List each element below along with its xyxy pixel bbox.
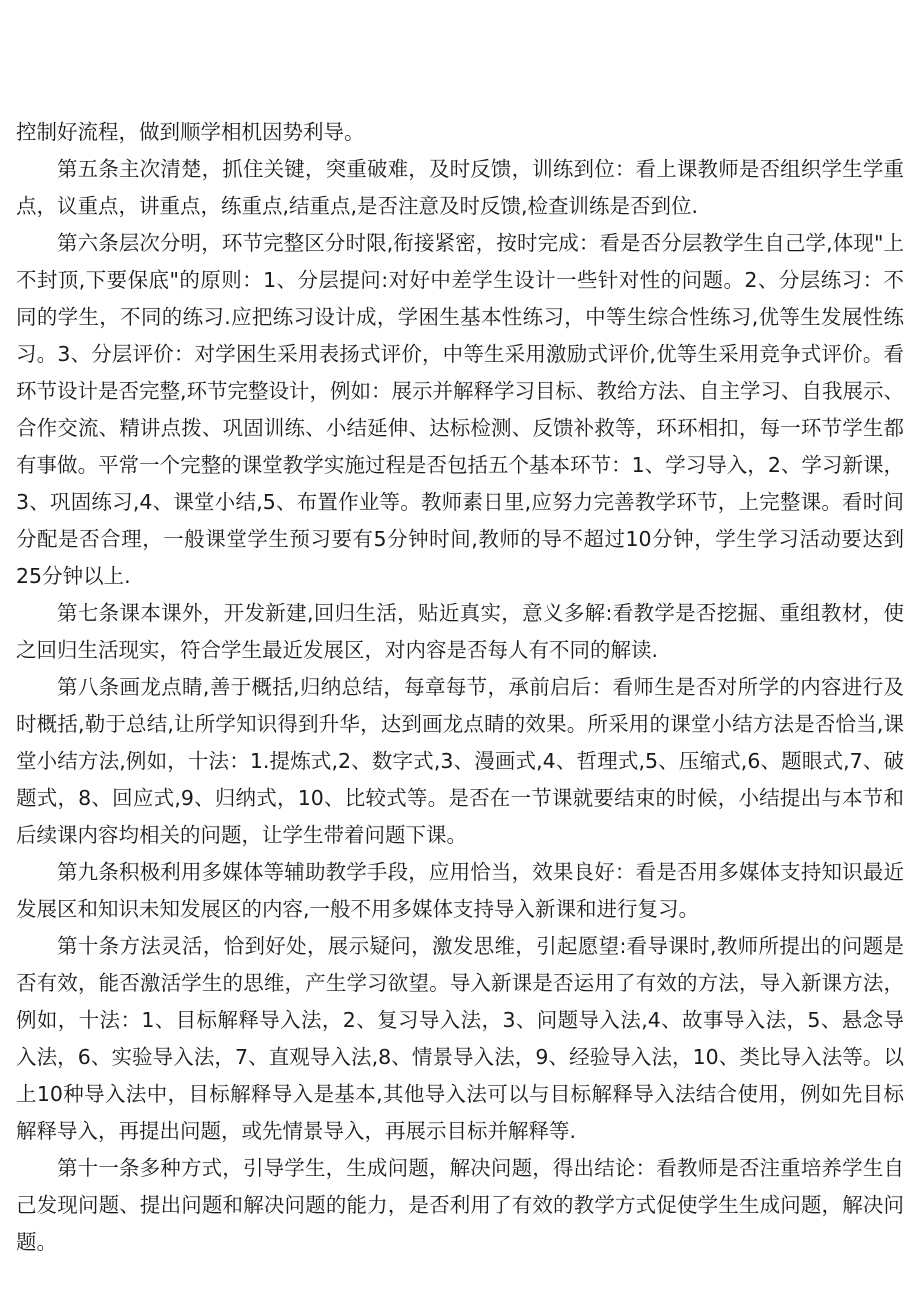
paragraph-article-9: 第九条积极利用多媒体等辅助教学手段，应用恰当，效果良好：看是否用多媒体支持知识最近发展区和知识未知发展区的内容,一般不用多媒体支持导入新课和进行复习。 bbox=[16, 860, 904, 921]
paragraph-article-7: 第七条课本课外，开发新建,回归生活，贴近真实，意义多解:看教学是否挖掘、重组教材，使之回归生活现实，符合学生最近发展区，对内容是否每人有不同的解读. bbox=[16, 601, 904, 662]
paragraph-article-11: 第十一条多种方式，引导学生，生成问题，解决问题，得出结论：看教师是否注重培养学生自己发现问题、提出问题和解决问题的能力，是否利用了有效的教学方式促使学生生成问题，解决问题。 bbox=[16, 1156, 904, 1254]
paragraph-article-6: 第六条层次分明，环节完整区分时限,衔接紧密，按时完成：看是否分层教学生自己学,体现"上不封顶,下要保底"的原则：1、分层提问:对好中差学生设计一些针对性的问题。2、分层练习：不同的学生，不同的练习.应把练习设计成，学困生基本性练习，中等生综合性练习,优等生发展性练习。3、分层评价：对学困生采用表扬式评价，中等生采用激励式评价,优等生采用竞争式评价。看环节设计是否完整,环节完整设计，例如：展示并解释学习目标、教给方法、自主学习、自我展示、合作交流、精讲点拨、巩固训练、小结延伸、达标检测、反馈补救等，环环相扣，每一环节学生都有事做。平常一个完整的课堂教学实施过程是否包括五个基本环节：1、学习导入，2、学习新课，3、巩固练习,4、课堂小结,5、布置作业等。教师素日里,应努力完善教学环节，上完整课。看时间分配是否合理，一般课堂学生预习要有5分钟时间,教师的导不超过10分钟，学生学习活动要达到25分钟以上. bbox=[16, 231, 905, 588]
paragraph-article-10: 第十条方法灵活，恰到好处，展示疑问，激发思维，引起愿望:看导课时,教师所提出的问题是否有效，能否激活学生的思维，产生学习欲望。导入新课是否运用了有效的方法，导入新课方法，例如，十法：1、目标解释导入法，2、复习导入法，3、问题导入法,4、故事导入法，5、悬念导入法，6、实验导入法，7、直观导入法,8、情景导入法，9、经验导入法，10、类比导入法等。以上10种导入法中，目标解释导入是基本,其他导入法可以与目标解释导入法结合使用，例如先目标解释导入，再提出问题，或先情景导入，再展示目标并解释等. bbox=[16, 934, 904, 1143]
document-body bbox=[16, 114, 904, 1261]
paragraph-article-8: 第八条画龙点睛,善于概括,归纳总结，每章每节，承前启后：看师生是否对所学的内容进行及时概括,勒于总结,让所学知识得到升华，达到画龙点睛的效果。所采用的课堂小结方法是否恰当,课堂小结方法,例如，十法：1.提炼式,2、数字式,3、漫画式,4、哲理式,5、压缩式,6、题眼式,7、破题式，8、回应式,9、归纳式，10、比较式等。是否在一节课就要结束的时候，小结提出与本节和后续课内容均相关的问题，让学生带着问题下课。 bbox=[16, 675, 904, 847]
paragraph-article-5: 第五条主次清楚，抓住关键，突重破难，及时反馈，训练到位：看上课教师是否组织学生学重点，议重点，讲重点，练重点,结重点,是否注意及时反馈,检查训练是否到位. bbox=[16, 157, 904, 218]
paragraph-continuation: 控制好流程，做到顺学相机因势利导。 bbox=[16, 120, 365, 144]
